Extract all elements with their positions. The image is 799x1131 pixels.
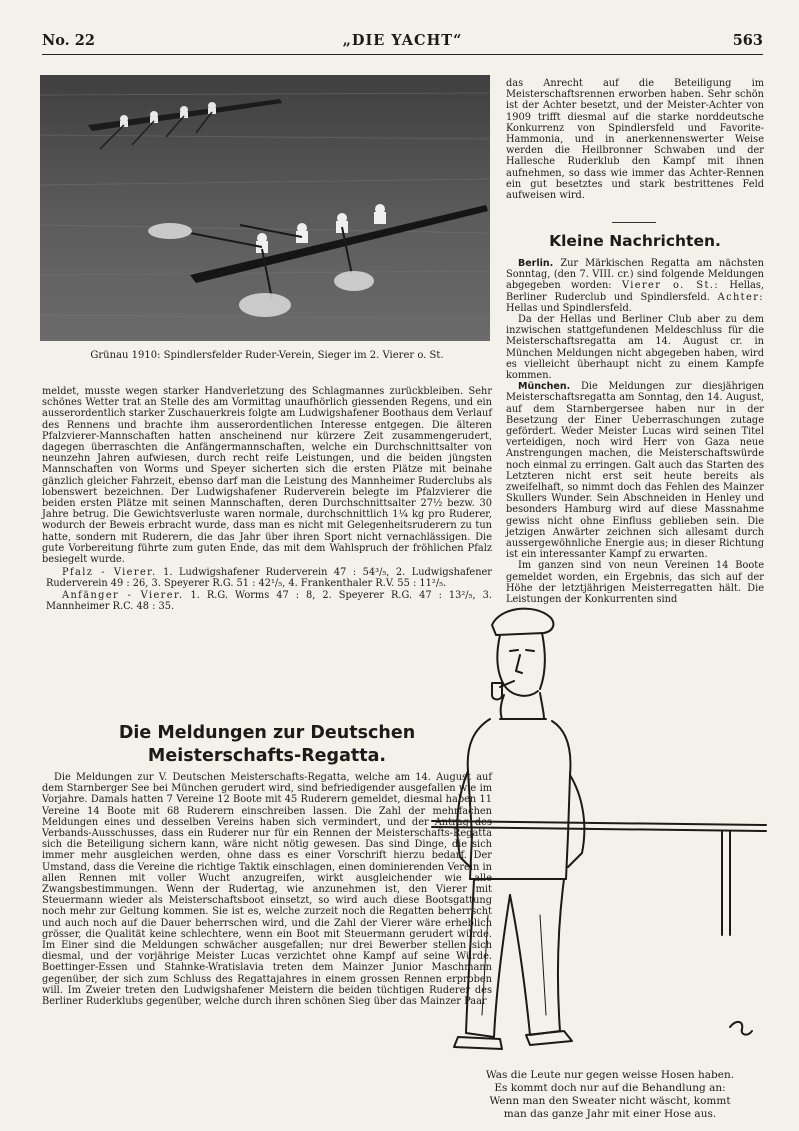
rowing-photo [40,75,490,341]
cartoon-illustration [430,595,770,1065]
caption-line: Was die Leute nur gegen weisse Hosen haben. [485,1069,735,1081]
news-berlin [506,258,764,314]
cartoon-caption [455,1069,765,1121]
location-label: Berlin. [518,258,554,269]
report-paragraph: meldet, musste wegen starker Handverletzung des Schlagmannes zurückbleiben. Sehr schönes Wetter trat an Stelle des am Vormittag unaufhörlich giessenden Regens, und ein ausserordentlich starker Zuschauerkreis folgte am Ludwigshafener Boothaus dem Verlauf des Rennens und brachte ihm ausserordentlichen Interesse entgegen. Die älteren Pfalzvierer-Mannschaften hatten anscheinend nur kürzere Zeit zusammengerudert, dagegen überraschten die Anfängermannschaften, welche ein Durchschnittsalter von neunzehn Jahren aufwiesen, durch recht reife Leistungen, und die beiden jüngsten Mannschaften von Worms und Speyer sicherten sich die ersten Plätze mit beinahe gänzlich gleicher Fahrzeit, ebenso darf man die Leistung des Mannheimer Ruderclubs als lobenswert bezeichnen. Der Ludwigshafener Ruderverein belegte im Pfalzvierer die beiden ersten Plätze mit seinen Mannschaften, deren Durchschnittsalter 27½ bezw. 30 Jahre betrug. Die Gewichtsverluste waren normale, durchschnittlich 1¼ kg pro Ruderer, wodurch der Beweis erbracht wurde, dass man es nicht mit Gelegenheitsruderern zu tun hatte, sondern mit Ruderern, die das Jahr über ihren Sport nicht vernachlässigen. Die gute Vorbereitung führte zum guten Ende, das mit dem Wahlspruch der fröhlichen Pfalz besiegelt wurde. [42,386,492,566]
result-text: 1. Ludwigshafener Ruderverein 47 : 54³/₅, 2. Ludwigshafener Ruderverein 49 : 26, 3. Speyerer R.G. 51 : 42¹/₅, 4. Frankenthaler R.V. 55 : 11²/₅. [46,567,492,590]
page-header [42,32,763,55]
caption-line: Es kommt doch nur auf die Behandlung an: [494,1082,726,1094]
entry-text: Hellas und Spindlersfeld. [506,302,632,314]
right-column-news [506,258,764,605]
location-label: München. [518,381,571,393]
section-divider [612,222,656,223]
left-column-article [42,772,492,1007]
headline-line: Die Meldungen zur Deutschen [118,723,416,743]
magazine-title: „DIE YACHT“ [342,32,463,49]
result-text: 1. R.G. Worms 47 : 8, 2. Speyerer R.G. 47 : 13²/₅, 3. Mannheimer R.C. 48 : 35. [46,589,492,612]
article-headline [42,722,492,768]
news-headline: Kleine Nachrichten. [549,232,721,250]
result-label: Anfänger - Vierer. [62,589,184,601]
page-number: 563 [732,32,763,49]
entry-text: Hellas, Berliner Ruderclub und Spindlersfeld. [506,280,765,303]
news-munich [506,381,764,560]
news-paragraph: Da der Hellas und Berliner Club aber zu dem inzwischen stattgefundenen Meldeschluss für die Meisterschaftsregatta am 14. August cr. in München Meldungen nicht abgegeben haben, wird es vielleicht überhaupt nicht zu einem Kampfe kommen. [506,314,764,382]
sweater-cartoon [430,595,770,1065]
rowing-photo-illustration [40,75,490,341]
news-text: Zur Märkischen Regatta am nächsten Sonntag, (den 7. VIII. cr.) sind folgende Meldungen abgegeben worden: [506,258,764,292]
issue-number: No. 22 [42,32,95,49]
headline-line: Meisterschafts-Regatta. [147,746,387,766]
article-paragraph: Die Meldungen zur V. Deutschen Meisterschafts-Regatta, welche am 14. August auf dem Starnberger See bei München gerudert wird, sind befriedigender ausgefallen wie im Vorjahre. Damals hatten 7 Vereine 12 Boote mit 45 Ruderern gemeldet, diesmal haben 11 Vereine 14 Boote mit 68 Ruderern einschreiben lassen. Die Zahl der mehrfachen Meldungen eines und desselben Vereins haben sich vermindert, und der Antrag des Verbands-Ausschusses, dass ein Ruderer nur für ein Rennen der Meisterschafts-Regatta sich die Beteiligung sichern kann, wäre nicht nötig gewesen. Das sind Dinge, die sich immer mehr ausgleichen werden, ohne dass es einer Vorschrift hierzu bedarf. Der Umstand, dass die Vereine die richtige Taktik einschlagen, einen dominierenden Verein in allen Rennen mit voller Wucht anzugreifen, wirkt ausgleichender wie alle Zwangsbestimmungen. Wenn der Rudertag, wie anzunehmen ist, den Vierer mit Steuermann wieder als Meisterschaftsboot einsetzt, so wird auch diese Bootsgattung noch mehr zur Geltung kommen. Sie ist es, welche zurzeit noch die Regatten beherrscht und auch noch auf die Dauer beherrschen wird, und die Zahl der Vierer wäre erheblich grösser, die Qualität keine schlechtere, wenn ein Boot mit Steuermann gerudert würde. Im Einer sind die Meldungen schwächer ausgefallen; nur drei Bewerber stellen sich diesmal, und der vorjährige Meister Lucas verzichtet ohne Kampf auf seine Würde. Boettinger-Essen und Stahnke-Wratislavia treten dem Mainzer Junior Maschmann gegenüber, der sich zum Schluss des Regattajahres in einem grossen Rennen erproben will. Im Zweier treten den Ludwigshafener Meistern die beiden tüchtigen Ruderer des Berliner Ruderklubs gegenüber, welche durch ihren schönen Sieg über das Mainzer Paar [42,772,492,1008]
photo-caption: Grünau 1910: Spindlersfelder Ruder-Verein, Sieger im 2. Vierer o. St. [90,350,444,361]
entry-label: Vierer o. St.: [621,280,720,292]
result-pfalz-vierer [42,567,492,589]
result-label: Pfalz - Vierer. [62,567,157,579]
race-results [42,567,492,612]
caption-line: Wenn man den Sweater nicht wäscht, kommt [489,1095,731,1107]
left-column-top [42,386,492,612]
result-anfaenger-vierer [42,590,492,612]
news-text: Die Meldungen zur diesjährigen Meisterschaftsregatta am Sonntag, den 14. August, auf dem Starnbergersee haben nur in der Besetzung der Einer Ueberraschungen zutage gefördert. Weder Meister Lucas wird seinen Titel verteidigen, noch wird Herr von Gaza neue Anstrengungen machen, die Meisterschaftswürde noch einmal zu erringen. Galt auch das Starten des Letzteren nicht erst seit heute bereits als zweifelhaft, so nimmt doch das Fehlen des Mainzer Skullers Wunder. Sein Abschneiden in Henley und besonders Hamburg wird auf diese Massnahme gewiss nicht ohne Einfluss geblieben sein. Die jetzigen Anwärter zeichnen sich allesamt durch aussergewöhnliche Energie aus; in dieser Richtung ist ein interessanter Kampf zu erwarten. [506,381,764,561]
continued-paragraph: das Anrecht auf die Beteiligung im Meisterschaftsrennen erworben haben. Sehr schön ist der Achter besetzt, und der Meister-Achter von 1909 trifft diesmal auf die starke norddeutsche Konkurrenz von Spindlersfeld und Favorite-Hammonia, und in anerkennenswerter Weise werden die Heilbronner Schwaben und der Hallesche Ruderklub den Kampf mit ihnen aufnehmen, so dass wie immer das Achter-Rennen ein gut besetztes und stark bestrittenes Feld aufweisen wird. [506,78,764,202]
entry-label: Achter: [717,291,764,303]
news-paragraph: Im ganzen sind von neun Vereinen 14 Boote gemeldet worden, ein Ergebnis, das sich auf der Höhe der letztjährigen Meisterregatten hält. Die Leistungen der Konkurrenten sind [506,560,764,606]
caption-line: man das ganze Jahr mit einer Hose aus. [503,1108,717,1120]
right-column-top [506,78,764,201]
